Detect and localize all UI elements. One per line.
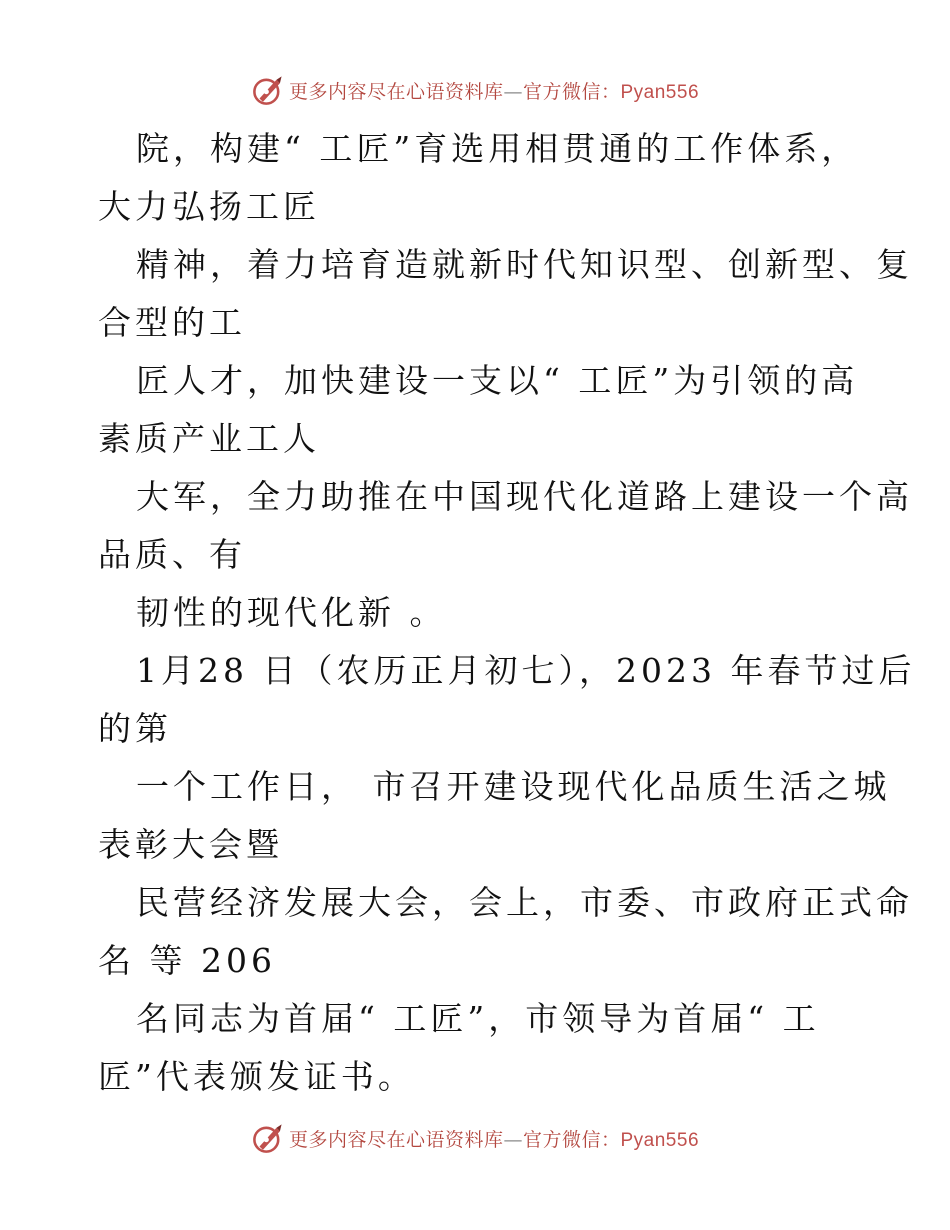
text-line-5: 匠人才，加快建设一支以“ 工匠”为引领的高 (136, 361, 859, 400)
text-line-12: 一个工作日， 市召开建设现代化品质生活之城 (136, 767, 891, 806)
watermark-wechat-id: Pyan556 (620, 1129, 700, 1151)
pen-nib-logo-icon (251, 1121, 285, 1155)
watermark-text (289, 77, 699, 104)
pen-nib-logo-icon (251, 73, 285, 107)
document-body (98, 120, 916, 1106)
watermark-wechat-id: Pyan556 (620, 81, 700, 103)
watermark-brand: 更多内容尽在心语资料库 (288, 1128, 504, 1151)
text-line-14: 民营经济发展大会，会上，市委、市政府正式命 (136, 883, 913, 922)
watermark-brand: 更多内容尽在心语资料库 (288, 80, 504, 103)
watermark-wechat-label: 官方微信： (522, 1128, 621, 1151)
watermark-separator: — (503, 1128, 523, 1151)
text-line-9: 韧性的现代化新 。 (136, 593, 447, 632)
text-line-1: 院，构建“ 工匠”育选用相贯通的工作体系， (136, 129, 859, 168)
text-line-17: 匠”代表颁发证书。 (98, 1057, 415, 1096)
watermark-banner-bottom (0, 1118, 950, 1158)
text-line-13: 表彰大会暨 (98, 825, 283, 864)
text-line-8: 品质、有 (98, 535, 246, 574)
text-line-2: 大力弘扬工匠 (98, 187, 320, 226)
watermark-separator: — (503, 80, 523, 103)
text-line-6: 素质产业工人 (98, 419, 320, 458)
text-line-3: 精神，着力培育造就新时代知识型、创新型、复 (136, 245, 913, 284)
watermark-wechat-label: 官方微信： (522, 80, 621, 103)
text-line-11: 的第 (98, 709, 172, 748)
text-line-10: 1月28 日（农历正月初七），2023 年春节过后 (136, 651, 916, 690)
text-line-15: 名 等 206 (98, 941, 276, 980)
watermark-banner-top (0, 70, 950, 110)
text-line-7: 大军，全力助推在中国现代化道路上建设一个高 (136, 477, 913, 516)
text-line-16: 名同志为首届“ 工匠”，市领导为首届“ 工 (136, 999, 820, 1038)
watermark-text (289, 1125, 699, 1152)
text-line-4: 合型的工 (98, 303, 246, 342)
